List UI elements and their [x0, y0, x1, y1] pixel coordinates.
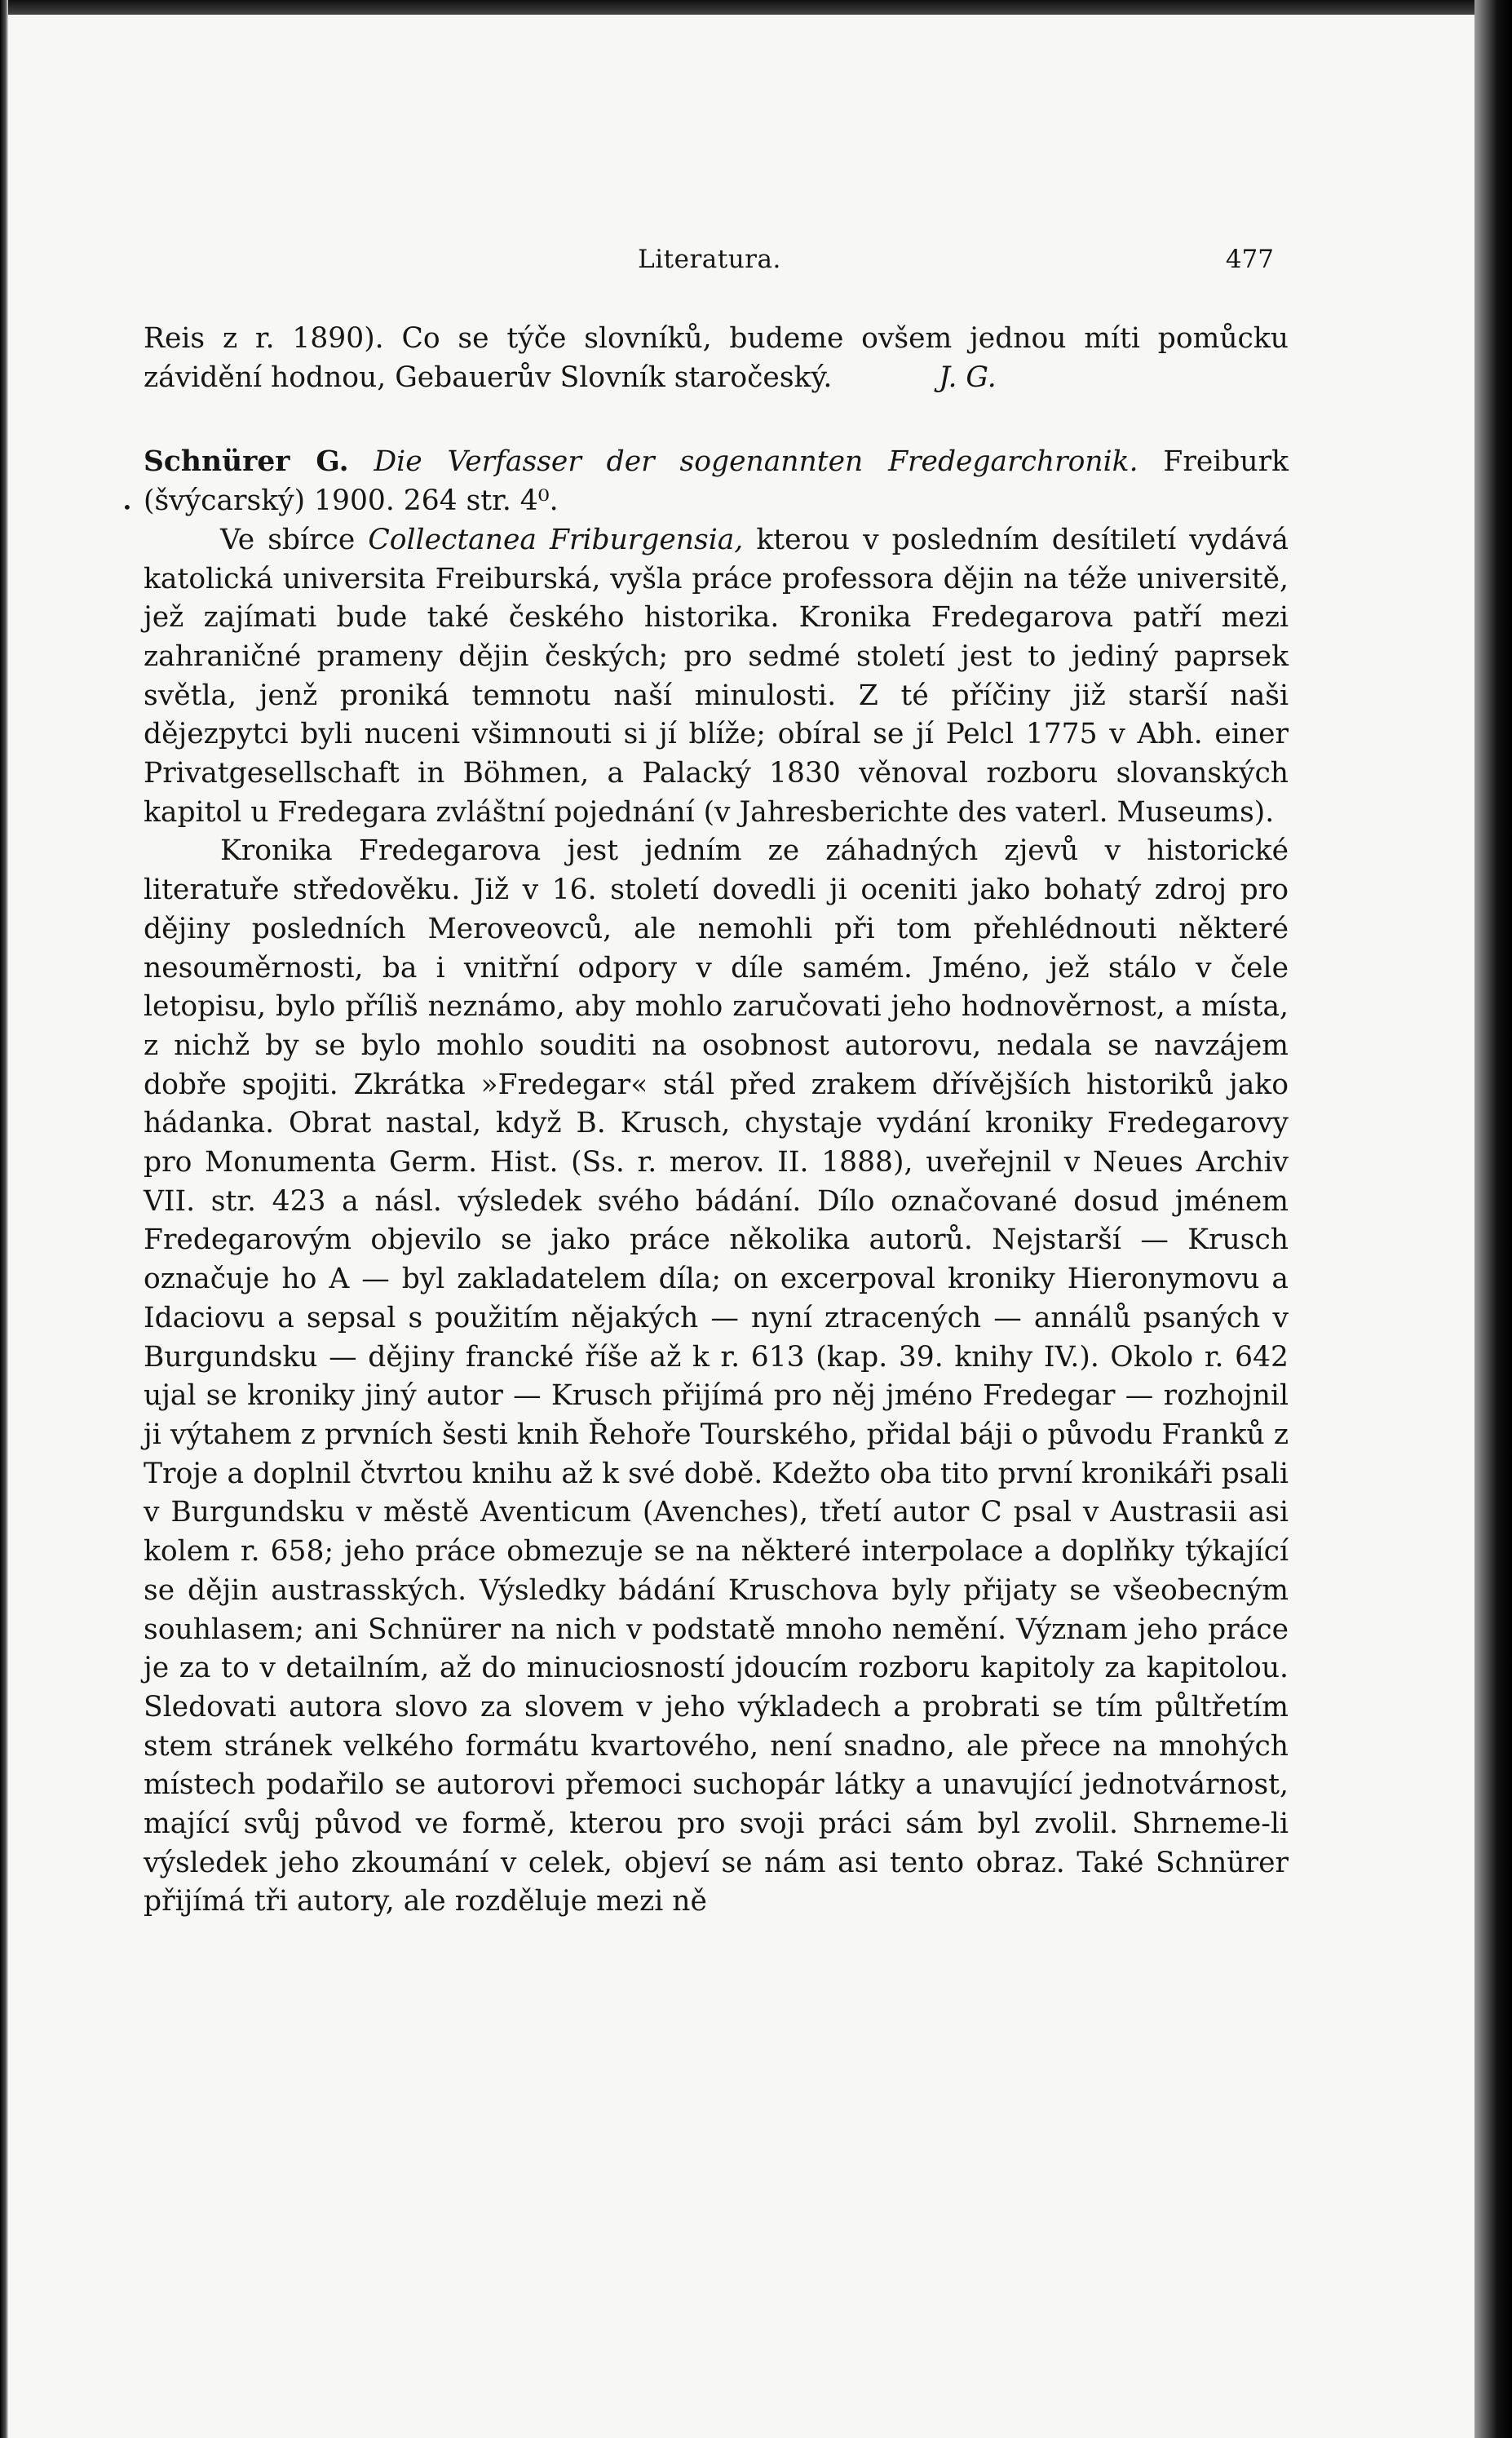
- bibliographic-entry: [144, 443, 1289, 520]
- paragraph-1-intro: Ve sbírce: [220, 523, 369, 556]
- review-author: Schnürer G.: [144, 445, 349, 479]
- scan-border-top: [0, 0, 1512, 15]
- review-paragraph-2: Kronika Fredegarova jest jedním ze záhadných zjevů v historické literatuře středověku. Již v 16. století dovedli ji oceniti jako bohatý zdroj pro dějiny posledních Meroveovců, ale nemohli při tom přehlédnouti některé nesouměrnosti, ba i vnitřní odpory v díle samém. Jméno, jež stálo v čele letopisu, bylo příliš neznámo, aby mohlo zaručovati jeho hodnověrnost, a místa, z nichž by se bylo mohlo souditi na osobnost autorovu, nedala se navzájem dobře spojiti. Zkrátka »Fredegar« stál před zrakem dřívějších historiků jako hádanka. Obrat nastal, když B. Krusch, chystaje vydání kroniky Fredegarovy pro Monumenta Germ. Hist. (Ss. r. merov. II. 1888), uveřejnil v Neues Archiv VII. str. 423 a násl. výsledek svého bádání. Dílo označované dosud jménem Fredegarovým objevilo se jako práce několika autorů. Nejstarší — Krusch označuje ho A — byl zakladatelem díla; on excerpoval kroniky Hieronymovu a Idaciovu a sepsal s použitím nějakých — nyní ztracených — annálů psaných v Burgundsku — dějiny francké říše až k r. 613 (kap. 39. knihy IV.). Okolo r. 642 ujal se kroniky jiný autor — Krusch přijímá pro něj jméno Fredegar — rozhojnil ji výtahem z prvních šesti knih Řehoře Tourského, přidal báji o původu Franků z Troje a doplnil čtvrtou knihu až k své době. Kdežto oba tito první kronikáři psali v Burgundsku v městě Aventicum (Avenches), třetí autor C psal v Austrasii asi kolem r. 658; jeho práce obmezuje se na některé interpolace a doplňky týkající se dějin austrasských. Výsledky bádání Kruschova byly přijaty se všeobecným souhlasem; ani Schnürer na nich v podstatě mnoho nemění. Význam jeho práce je za to v detailním, až do minuciosností jdoucím rozboru kapitoly za kapitolou. Sledovati autora slovo za slovem v jeho výkladech a probrati se tím půltřetím stem stránek velkého formátu kvartového, není snadno, ale přece na mnohých místech podařilo se autorovi přemoci suchopár látky a unavující jednotvárnost, mající svůj původ ve formě, kterou pro svoji práci sám byl zvolil. Shrneme-li výsledek jeho zkoumání v celek, objeví se nám asi tento obraz. Také Schnürer přijímá tři autory, ale rozděluje mezi ně: [144, 834, 1289, 1918]
- body-text: [144, 320, 1289, 1922]
- review-imprint: Freiburk (švýcarský) 1900. 264 str. 4⁰.: [144, 445, 1289, 518]
- running-head: [145, 245, 1274, 294]
- paragraph-1-body: kterou v posledním desítiletí vydává katolická universita Freiburská, vyšla práce professora dějin na téže universitě, jež zajímati bude také českého historika. Kronika Fredegarova patří mezi zahraničné prameny dějin českých; pro sedmé století jest to jediný paprsek světla, jenž proniká temnotu naší minulosti. Z té příčiny již starší naši dějezpytci byli nuceni všimnouti si jí blíže; obíral se jí Pelcl 1775 v Abh. einer Privatgesellschaft in Böhmen, a Palacký 1830 věnoval rozboru slovanských kapitol u Fredegara zvláštní pojednání (v Jahresberichte des vaterl. Museums).: [144, 523, 1289, 829]
- review-paragraph-1: [144, 521, 1289, 833]
- previous-review-text: Reis z r. 1890). Co se týče slovníků, budeme ovšem jednou míti pomůcku závidění hodnou, Gebauerův Slovník staročeský.: [144, 322, 1289, 394]
- reviewer-signature: J. G.: [939, 361, 997, 394]
- page-number: 477: [1225, 245, 1274, 274]
- series-title: Collectanea Friburgensia,: [368, 523, 744, 556]
- previous-review-ending: [144, 320, 1289, 397]
- section-gap: [144, 397, 1289, 443]
- scan-border-left: [0, 0, 8, 2438]
- review-book-title: Die Verfasser der sogenannten Fredegarchronik.: [374, 445, 1138, 479]
- scan-border-right: [1474, 0, 1512, 2438]
- margin-mark: •: [122, 498, 132, 517]
- running-head-title: Literatura.: [638, 245, 781, 274]
